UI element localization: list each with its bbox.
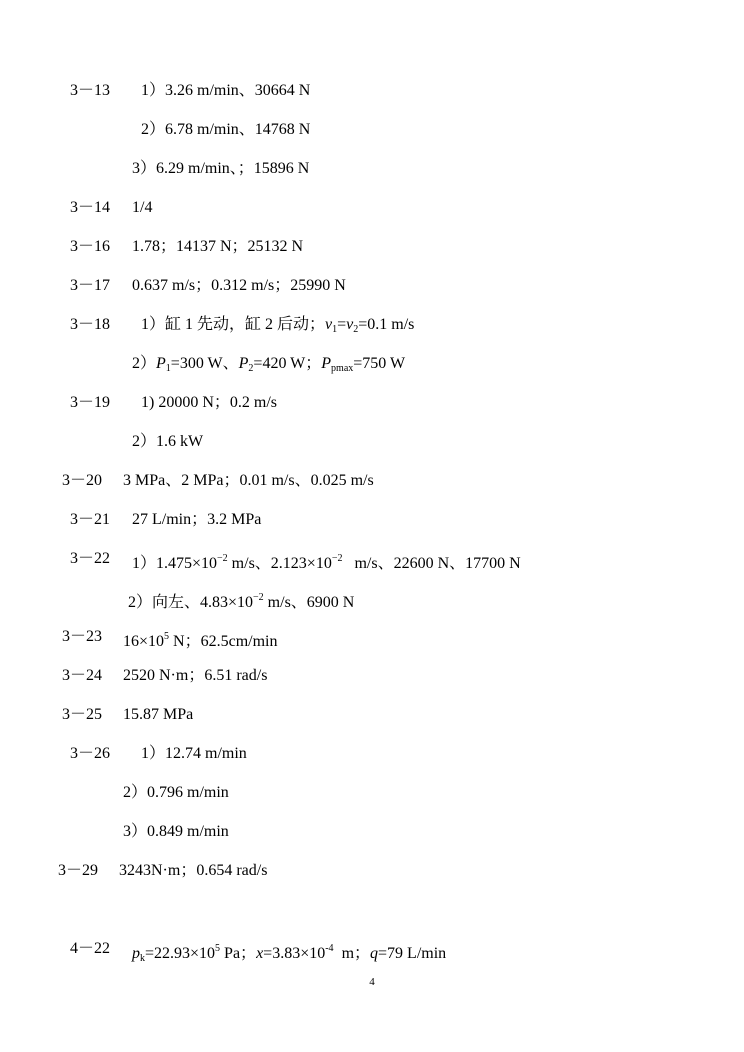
answer-text: 1）3.26 m/min、30664 N bbox=[141, 82, 311, 99]
answer-text: 3 MPa、2 MPa；0.01 m/s、0.025 m/s bbox=[123, 472, 374, 489]
answer-text: 1) 20000 N；0.2 m/s bbox=[141, 394, 278, 411]
problem-number: 3－23 bbox=[62, 628, 103, 645]
problem-number: 3－24 bbox=[62, 667, 103, 684]
problem-number: 4－22 bbox=[70, 940, 111, 957]
answer-text: $16\times 10^5$ N；62.5cm/min bbox=[123, 631, 278, 650]
problem-number: 3－14 bbox=[70, 199, 111, 216]
answer-text: 2520 N·m；6.51 rad/s bbox=[123, 667, 268, 684]
answer-text: 1）缸 1 先动，缸 2 后动；$v_1=v_2=0.1$ m/s bbox=[141, 316, 415, 335]
answer-text: 2）向左、$4.83\times 10^{-2}$ m/s、6900 N bbox=[128, 592, 355, 611]
page-number: 4 bbox=[369, 976, 375, 988]
answer-text: 15.87 MPa bbox=[123, 706, 194, 723]
problem-number: 3－29 bbox=[58, 862, 99, 879]
answer-text: 2）0.796 m/min bbox=[123, 784, 229, 801]
answer-text: 27 L/min；3.2 MPa bbox=[132, 511, 262, 528]
problem-number: 3－13 bbox=[70, 82, 111, 99]
answer-text: 3）6.29 m/min、；15896 N bbox=[132, 160, 310, 177]
problem-number: 3－18 bbox=[70, 316, 111, 333]
answer-text: 1）12.74 m/min bbox=[141, 745, 247, 762]
answer-text: 1/4 bbox=[132, 199, 153, 216]
answer-text: 1.78；14137 N；25132 N bbox=[132, 238, 304, 255]
problem-number: 3－19 bbox=[70, 394, 111, 411]
problem-number: 3－20 bbox=[62, 472, 103, 489]
answer-text: $1)1.475\times 10^{-2}$ m/s、$2.123\times 10^{-2}$ m/s、22600 N、17700 N bbox=[132, 553, 521, 572]
answer-text: $p_k=22.93\times 10^5$ Pa；$x=3.83\times 10^{-4}$ m；q=79 L/min bbox=[132, 943, 447, 964]
answer-text: 2）6.78 m/min、14768 N bbox=[141, 121, 311, 138]
answer-text: 2）1.6 kW bbox=[132, 433, 204, 450]
answer-text: $2)P_1=300$ W、$P_2=420$ W；$P_{pmax}=750$ W bbox=[132, 355, 406, 374]
answer-text: 0.637 m/s；0.312 m/s；25990 N bbox=[132, 277, 346, 294]
problem-number: 3－21 bbox=[70, 511, 111, 528]
problem-number: 3－17 bbox=[70, 277, 111, 294]
answer-text: 3243N·m；0.654 rad/s bbox=[119, 862, 268, 879]
problem-number: 3－26 bbox=[70, 745, 111, 762]
answer-text: 3）0.849 m/min bbox=[123, 823, 229, 840]
problem-number: 3－25 bbox=[62, 706, 103, 723]
problem-number: 3－16 bbox=[70, 238, 111, 255]
problem-number: 3－22 bbox=[70, 550, 111, 567]
